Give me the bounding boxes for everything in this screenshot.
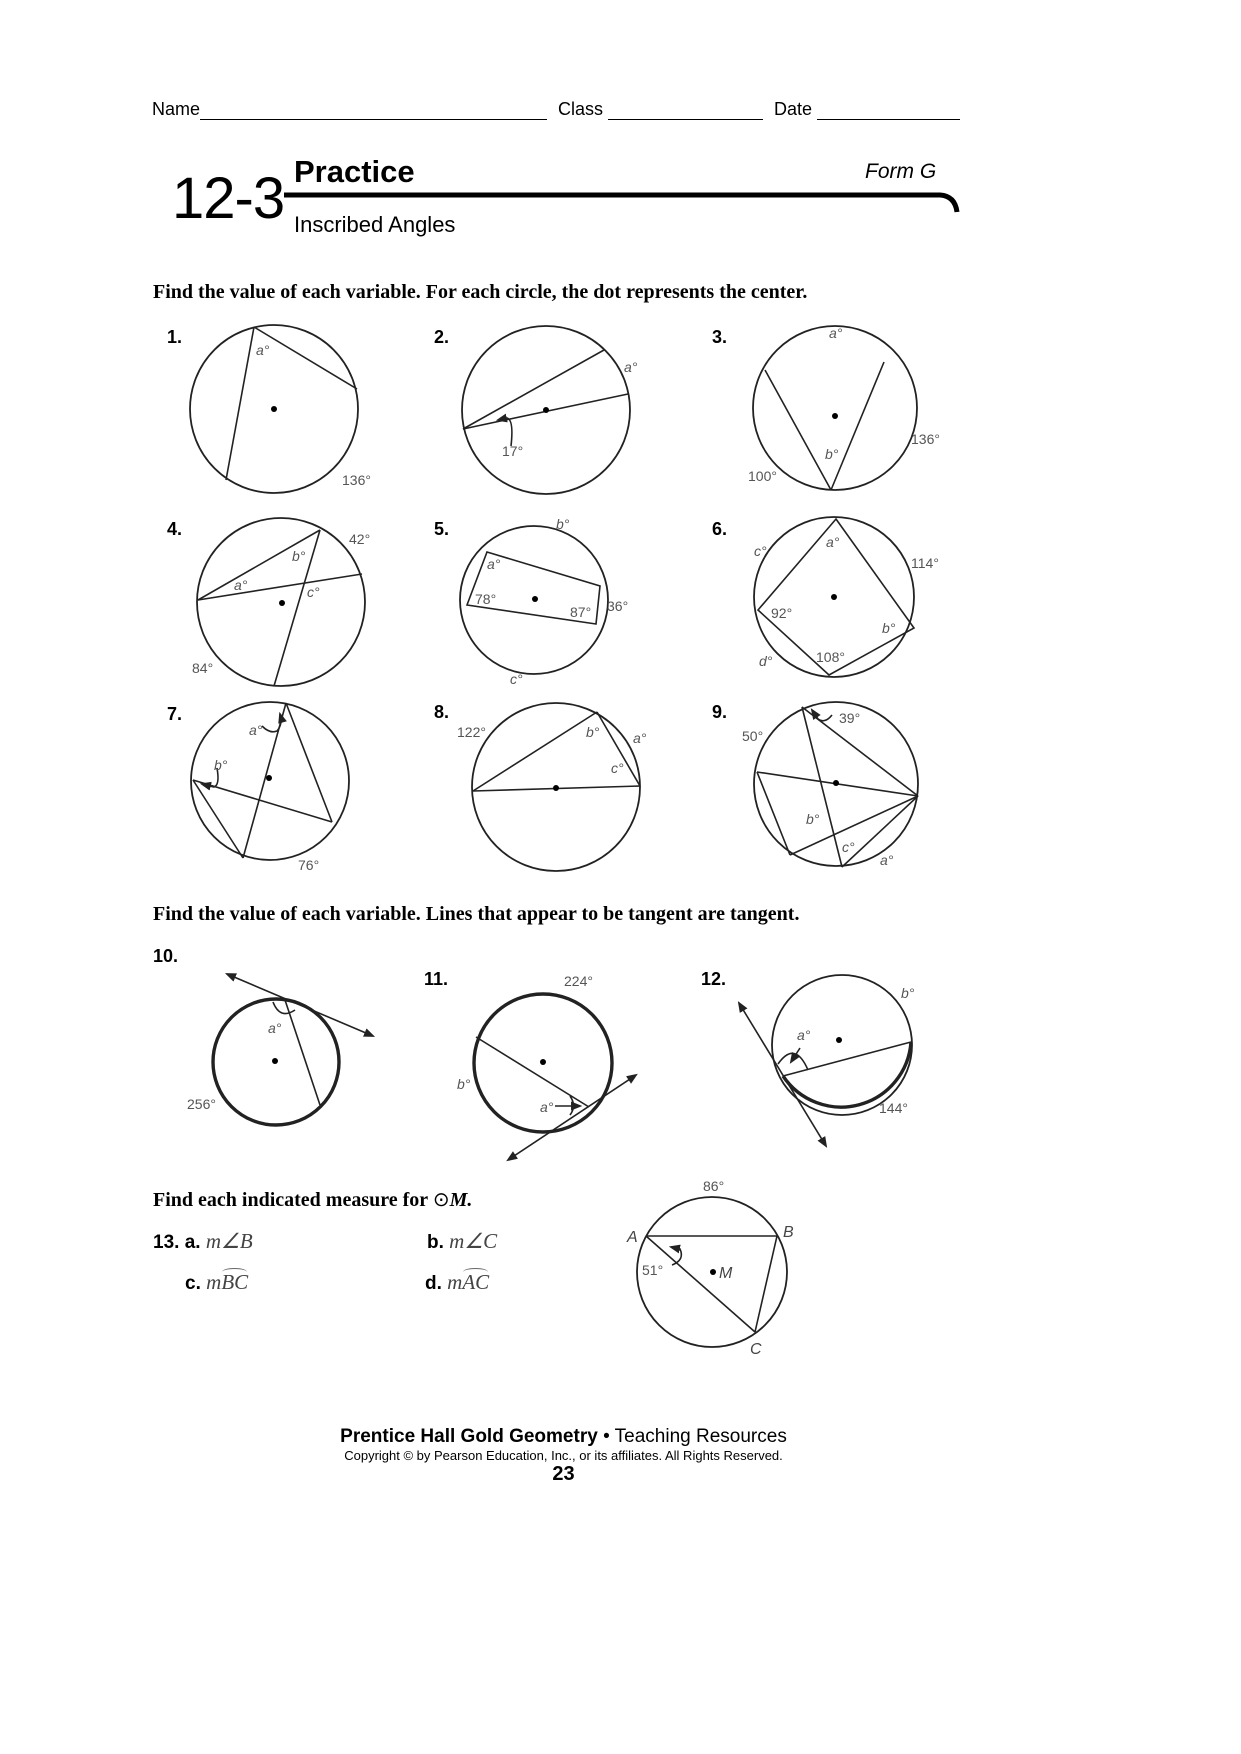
figure-8 — [457, 703, 647, 871]
date-label: Date — [774, 99, 813, 119]
fig12-label-b: b° — [901, 985, 915, 1001]
figure-1 — [190, 325, 371, 493]
fig10-angle-arc — [273, 1002, 295, 1014]
fig12-label-a: a° — [797, 1027, 811, 1043]
fig9-pointer-39 — [812, 710, 832, 721]
problem-11-number: 11. — [424, 969, 449, 989]
part-d-letter: d. — [425, 1273, 442, 1294]
circle-symbol: ⊙ — [432, 1189, 450, 1211]
problem-9-number: 9. — [712, 702, 728, 722]
figure-13 — [626, 1178, 794, 1358]
fig8-chord-upper — [473, 712, 597, 791]
fig11-center-dot — [540, 1059, 546, 1065]
fig6-label-d: d° — [759, 653, 773, 669]
fig6-label-114: 114° — [911, 555, 939, 571]
fig13-chord-bc — [755, 1236, 777, 1332]
fig2-label-17: 17° — [502, 443, 524, 459]
fig13-label-b: B — [783, 1224, 794, 1241]
fig8-label-b: b° — [586, 724, 600, 740]
figure-12 — [739, 975, 915, 1146]
figure-2 — [462, 326, 638, 494]
footer-copyright: Copyright © by Pearson Education, Inc., or its affiliates. All Rights Reserved. — [344, 1448, 783, 1463]
problem-3-number: 3. — [712, 327, 728, 347]
fig5-label-c: c° — [510, 671, 523, 687]
figure-4 — [192, 518, 370, 686]
fig9-chord-left — [757, 772, 790, 855]
fig5-label-78: 78° — [475, 591, 497, 607]
fig3-label-a: a° — [829, 325, 843, 341]
fig3-label-136: 136° — [911, 431, 940, 447]
section2-instructions: Find the value of each variable. Lines that appear to be tangent are tangent. — [153, 903, 800, 925]
footer-book-rest: • Teaching Resources — [597, 1426, 787, 1447]
fig13-label-a: A — [627, 1229, 638, 1246]
fig8-label-122: 122° — [457, 724, 486, 740]
fig3-label-b: b° — [825, 446, 839, 462]
fig4-chord-horizontal — [198, 574, 362, 600]
problem-6-number: 6. — [712, 519, 728, 539]
problem-1-number: 1. — [167, 327, 183, 347]
fig10-chord — [285, 1000, 320, 1105]
fig13-label-51: 51° — [642, 1262, 664, 1278]
fig6-center-dot — [831, 594, 837, 600]
fig5-label-b: b° — [556, 516, 570, 532]
problem-10-number: 10. — [153, 946, 179, 966]
fig2-center-dot — [543, 407, 549, 413]
fig8-label-c: c° — [611, 760, 624, 776]
fig10-label-a: a° — [268, 1020, 282, 1036]
fig9-label-b: b° — [806, 811, 820, 827]
fig7-center-dot — [266, 775, 272, 781]
part-b-letter: b. — [427, 1232, 444, 1253]
page-number: 23 — [552, 1463, 575, 1485]
part-c-m: m — [206, 1270, 222, 1294]
fig13-label-86: 86° — [703, 1178, 725, 1194]
part-d-arc: AC — [462, 1270, 490, 1294]
problem-13-number: 13. — [153, 1232, 180, 1253]
fig12-tangent-line — [739, 1003, 826, 1146]
fig1-label-a: a° — [256, 342, 270, 358]
section3-instructions-text: Find each indicated measure for — [153, 1189, 433, 1211]
fig3-circle — [753, 326, 917, 490]
fig9-label-c: c° — [842, 839, 855, 855]
fig3-center-dot — [832, 413, 838, 419]
fig4-label-b: b° — [292, 548, 306, 564]
problem-7-number: 7. — [167, 704, 183, 724]
fig13-label-c: C — [750, 1341, 762, 1358]
fig7-label-76: 76° — [298, 857, 320, 873]
part-b-expr: m∠C — [449, 1229, 498, 1253]
problem-5-number: 5. — [434, 519, 450, 539]
part-d-m: m — [447, 1270, 463, 1294]
fig11-label-224: 224° — [564, 973, 593, 989]
problem-12-number: 12. — [701, 969, 727, 989]
fig2-angle-pointer — [498, 418, 512, 446]
fig6-label-c: c° — [754, 543, 767, 559]
fig11-chord — [476, 1037, 589, 1107]
fig6-label-92: 92° — [771, 605, 793, 621]
figure-10 — [187, 974, 373, 1125]
fig1-chord-left — [226, 327, 254, 480]
fig5-label-a: a° — [487, 556, 501, 572]
fig7-chord-right — [286, 703, 332, 822]
fig3-label-100: 100° — [748, 468, 777, 484]
fig3-chord-right — [831, 362, 884, 490]
part-c-arc: BC — [221, 1270, 249, 1294]
part-a-letter: a. — [184, 1232, 201, 1253]
fig4-label-c: c° — [307, 584, 320, 600]
fig4-center-dot — [279, 600, 285, 606]
page-title: Practice — [294, 154, 415, 189]
fig9-center-dot — [833, 780, 839, 786]
section1-instructions: Find the value of each variable. For each circle, the dot represents the center. — [153, 281, 808, 303]
fig7-pointer-a — [262, 714, 281, 732]
name-label: Name — [152, 99, 201, 119]
problem-4-number: 4. — [167, 519, 183, 539]
part-c-letter: c. — [185, 1273, 201, 1294]
fig2-label-a: a° — [624, 359, 638, 375]
figure-6 — [754, 517, 939, 677]
fig2-chord — [463, 350, 604, 429]
fig12-center-dot — [836, 1037, 842, 1043]
figure-5 — [460, 516, 628, 687]
fig12-arc-144 — [783, 1042, 911, 1107]
fig7-circle — [191, 702, 349, 860]
fig9-chord-vertical — [802, 707, 842, 867]
fig9-label-50: 50° — [742, 728, 764, 744]
problem-2-number: 2. — [434, 327, 450, 347]
fig5-center-dot — [532, 596, 538, 602]
fig10-center-dot — [272, 1058, 278, 1064]
fig6-label-a: a° — [826, 534, 840, 550]
problem-8-number: 8. — [434, 702, 450, 722]
fig5-label-87: 87° — [570, 604, 592, 620]
page-subtitle: Inscribed Angles — [294, 212, 456, 237]
figure-3 — [748, 325, 940, 490]
fig13-center-dot — [710, 1269, 716, 1275]
fig8-label-a: a° — [633, 730, 647, 746]
part-a-expr: m∠B — [205, 1229, 253, 1253]
title-rule — [284, 195, 957, 212]
fig9-label-39: 39° — [839, 710, 861, 726]
fig12-label-144: 144° — [879, 1100, 908, 1116]
fig13-chord-ac — [646, 1236, 755, 1332]
fig4-label-a: a° — [234, 577, 248, 593]
fig4-label-42: 42° — [349, 531, 371, 547]
figure-9 — [742, 702, 918, 868]
fig7-label-a: a° — [249, 722, 263, 738]
fig8-center-dot — [553, 785, 559, 791]
fig13-pointer-51 — [671, 1247, 681, 1265]
figure-11 — [457, 973, 636, 1160]
fig11-label-b: b° — [457, 1076, 471, 1092]
fig6-label-108: 108° — [816, 649, 845, 665]
fig1-label-136: 136° — [342, 472, 371, 488]
form-label: Form G — [865, 160, 937, 183]
lesson-number: 12-3 — [172, 166, 285, 231]
fig6-label-b: b° — [882, 620, 896, 636]
fig10-label-256: 256° — [187, 1096, 216, 1112]
fig13-label-m: M — [719, 1265, 733, 1282]
fig9-label-a: a° — [880, 852, 894, 868]
fig1-center-dot — [271, 406, 277, 412]
footer-book-bold: Prentice Hall Gold Geometry — [340, 1426, 598, 1447]
class-label: Class — [558, 99, 604, 119]
fig11-tangent-line — [508, 1075, 636, 1160]
circle-name: M. — [449, 1189, 473, 1211]
fig4-label-84: 84° — [192, 660, 214, 676]
fig12-angle-arc — [778, 1053, 808, 1070]
fig5-label-36: 36° — [607, 598, 629, 614]
fig7-label-b: b° — [214, 757, 228, 773]
fig12-circle — [772, 975, 912, 1115]
fig11-label-a: a° — [540, 1099, 554, 1115]
figure-7 — [191, 702, 349, 873]
